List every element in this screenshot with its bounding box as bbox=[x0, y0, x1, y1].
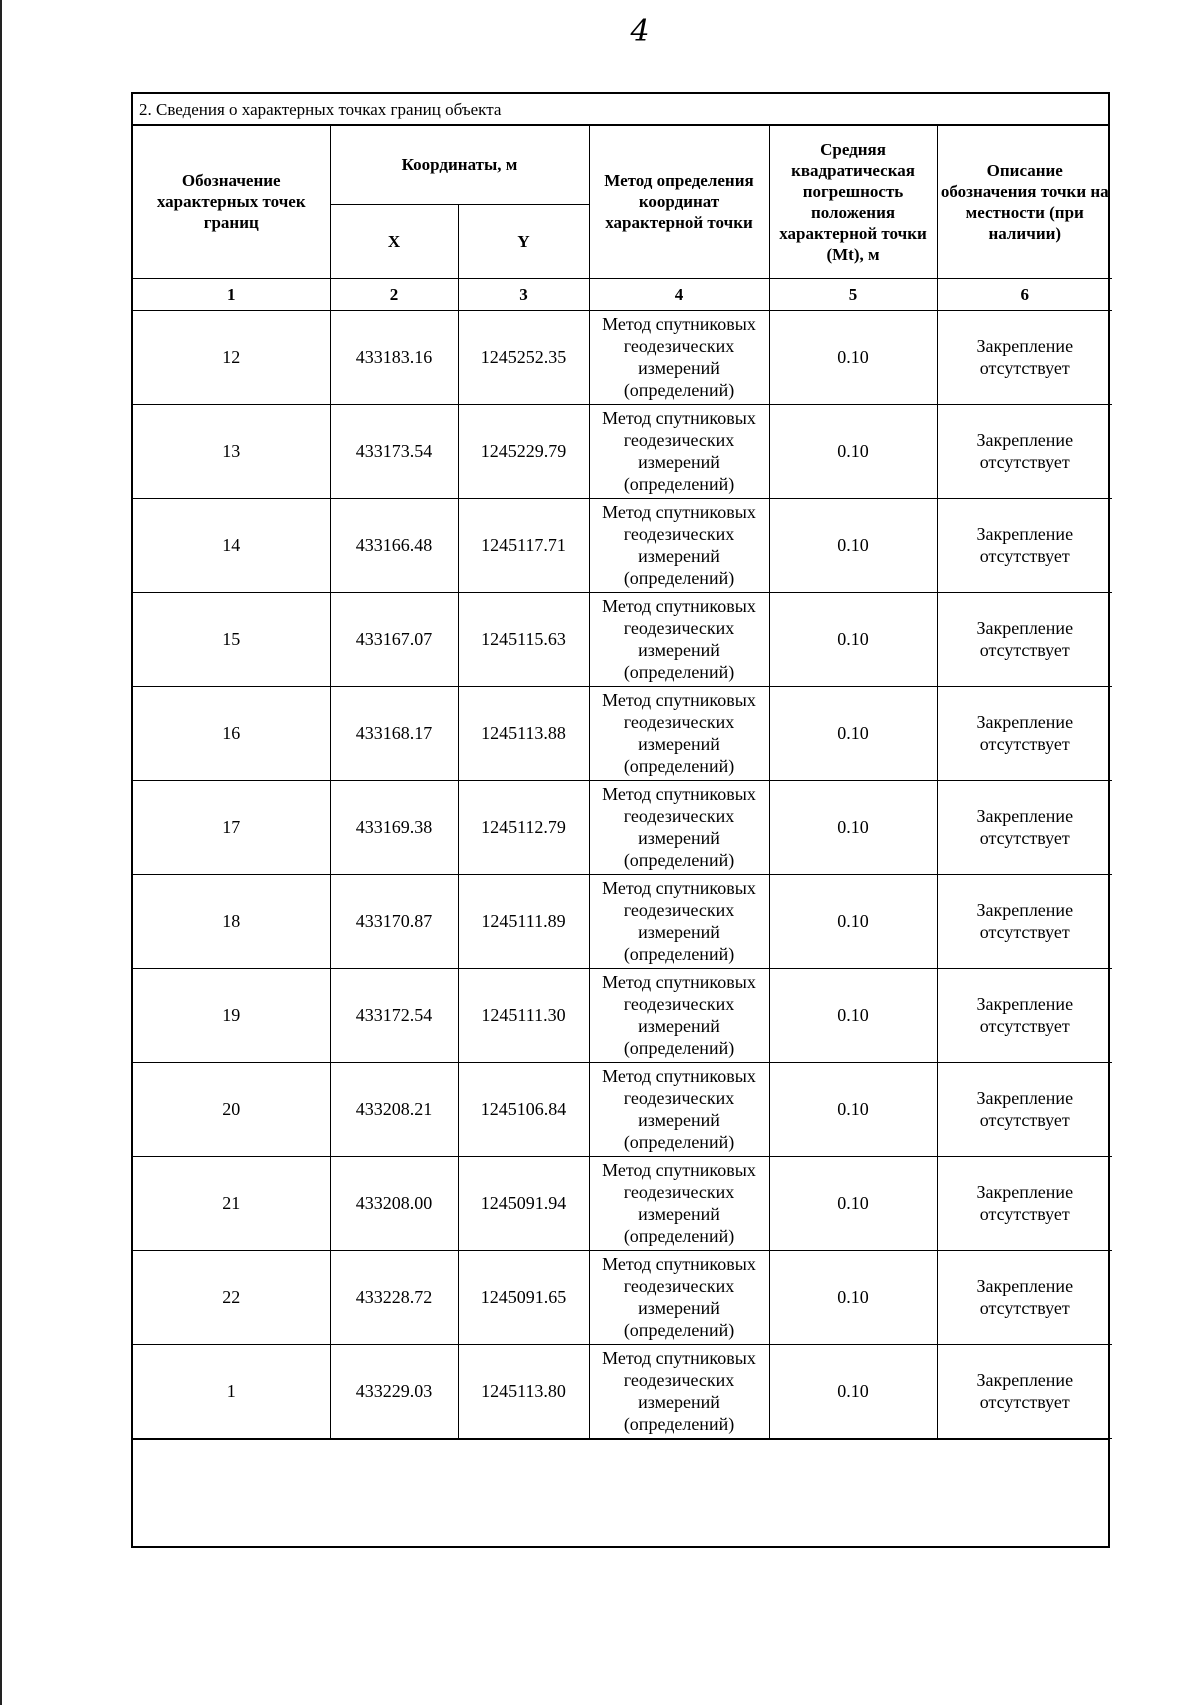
mean-square-error: 0.10 bbox=[769, 1062, 937, 1156]
point-description: Закрепление отсутствует bbox=[937, 404, 1112, 498]
point-number: 12 bbox=[133, 310, 330, 404]
coordinate-x: 433228.72 bbox=[330, 1250, 458, 1344]
point-number: 21 bbox=[133, 1156, 330, 1250]
method: Метод спутниковых геодезических измерений (определений) bbox=[589, 1062, 769, 1156]
table-row bbox=[133, 498, 1112, 592]
coordinate-y: 1245091.94 bbox=[458, 1156, 589, 1250]
mean-square-error: 0.10 bbox=[769, 780, 937, 874]
table-row bbox=[133, 1156, 1112, 1250]
point-number: 15 bbox=[133, 592, 330, 686]
page-number: 4 bbox=[630, 14, 650, 49]
coordinate-x: 433229.03 bbox=[330, 1344, 458, 1438]
coordinate-y: 1245111.30 bbox=[458, 968, 589, 1062]
table-row bbox=[133, 780, 1112, 874]
point-number: 16 bbox=[133, 686, 330, 780]
coordinate-x: 433166.48 bbox=[330, 498, 458, 592]
header-method: Метод определения координат характерной точки bbox=[589, 126, 769, 278]
column-number: 6 bbox=[937, 278, 1112, 310]
table-row bbox=[133, 1062, 1112, 1156]
method: Метод спутниковых геодезических измерений (определений) bbox=[589, 968, 769, 1062]
coordinate-y: 1245111.89 bbox=[458, 874, 589, 968]
header-coordinates: Координаты, м bbox=[330, 126, 589, 204]
method: Метод спутниковых геодезических измерений (определений) bbox=[589, 874, 769, 968]
mean-square-error: 0.10 bbox=[769, 498, 937, 592]
column-number: 2 bbox=[330, 278, 458, 310]
point-description: Закрепление отсутствует bbox=[937, 498, 1112, 592]
point-description: Закрепление отсутствует bbox=[937, 968, 1112, 1062]
point-description: Закрепление отсутствует bbox=[937, 780, 1112, 874]
point-description: Закрепление отсутствует bbox=[937, 686, 1112, 780]
header-y: Y bbox=[458, 204, 589, 278]
header-point-description: Описание обозначения точки на местности (при наличии) bbox=[937, 126, 1112, 278]
method: Метод спутниковых геодезических измерений (определений) bbox=[589, 1250, 769, 1344]
table-row bbox=[133, 310, 1112, 404]
method: Метод спутниковых геодезических измерений (определений) bbox=[589, 404, 769, 498]
point-number: 1 bbox=[133, 1344, 330, 1438]
mean-square-error: 0.10 bbox=[769, 1344, 937, 1438]
table-row bbox=[133, 1250, 1112, 1344]
coordinate-y: 1245106.84 bbox=[458, 1062, 589, 1156]
coordinate-y: 1245115.63 bbox=[458, 592, 589, 686]
table-row bbox=[133, 874, 1112, 968]
mean-square-error: 0.10 bbox=[769, 968, 937, 1062]
mean-square-error: 0.10 bbox=[769, 1156, 937, 1250]
column-number: 3 bbox=[458, 278, 589, 310]
method: Метод спутниковых геодезических измерений (определений) bbox=[589, 1344, 769, 1438]
table-row bbox=[133, 404, 1112, 498]
mean-square-error: 0.10 bbox=[769, 1250, 937, 1344]
column-number: 4 bbox=[589, 278, 769, 310]
header-point-designation: Обозначение характерных точек границ bbox=[133, 126, 330, 278]
method: Метод спутниковых геодезических измерений (определений) bbox=[589, 780, 769, 874]
method: Метод спутниковых геодезических измерений (определений) bbox=[589, 310, 769, 404]
coordinate-x: 433167.07 bbox=[330, 592, 458, 686]
mean-square-error: 0.10 bbox=[769, 404, 937, 498]
coordinate-x: 433170.87 bbox=[330, 874, 458, 968]
coordinate-y: 1245117.71 bbox=[458, 498, 589, 592]
coordinate-y: 1245091.65 bbox=[458, 1250, 589, 1344]
table-row bbox=[133, 686, 1112, 780]
coordinate-x: 433208.21 bbox=[330, 1062, 458, 1156]
coordinate-x: 433172.54 bbox=[330, 968, 458, 1062]
point-number: 17 bbox=[133, 780, 330, 874]
page-left-edge bbox=[0, 0, 2, 1705]
table-footer-blank bbox=[133, 1439, 1108, 1546]
mean-square-error: 0.10 bbox=[769, 686, 937, 780]
table-row bbox=[133, 968, 1112, 1062]
section-title: 2. Сведения о характерных точках границ объекта bbox=[133, 94, 1108, 126]
point-description: Закрепление отсутствует bbox=[937, 1250, 1112, 1344]
point-description: Закрепление отсутствует bbox=[937, 874, 1112, 968]
point-number: 13 bbox=[133, 404, 330, 498]
coordinate-y: 1245229.79 bbox=[458, 404, 589, 498]
method: Метод спутниковых геодезических измерений (определений) bbox=[589, 686, 769, 780]
coordinate-x: 433169.38 bbox=[330, 780, 458, 874]
point-description: Закрепление отсутствует bbox=[937, 1062, 1112, 1156]
coordinate-y: 1245252.35 bbox=[458, 310, 589, 404]
boundary-points-table bbox=[133, 126, 1112, 1439]
coordinate-x: 433183.16 bbox=[330, 310, 458, 404]
point-description: Закрепление отсутствует bbox=[937, 1344, 1112, 1438]
point-number: 20 bbox=[133, 1062, 330, 1156]
point-number: 18 bbox=[133, 874, 330, 968]
coordinate-y: 1245112.79 bbox=[458, 780, 589, 874]
point-description: Закрепление отсутствует bbox=[937, 310, 1112, 404]
header-x: X bbox=[330, 204, 458, 278]
coordinate-x: 433168.17 bbox=[330, 686, 458, 780]
method: Метод спутниковых геодезических измерений (определений) bbox=[589, 592, 769, 686]
table-row bbox=[133, 592, 1112, 686]
mean-square-error: 0.10 bbox=[769, 874, 937, 968]
coordinate-x: 433173.54 bbox=[330, 404, 458, 498]
coordinate-x: 433208.00 bbox=[330, 1156, 458, 1250]
column-number: 5 bbox=[769, 278, 937, 310]
header-mean-square-error: Средняя квадратическая погрешность положения характерной точки (Mt), м bbox=[769, 126, 937, 278]
point-number: 19 bbox=[133, 968, 330, 1062]
method: Метод спутниковых геодезических измерений (определений) bbox=[589, 1156, 769, 1250]
table-row bbox=[133, 1344, 1112, 1438]
mean-square-error: 0.10 bbox=[769, 592, 937, 686]
boundary-points-section bbox=[131, 92, 1110, 1548]
point-number: 22 bbox=[133, 1250, 330, 1344]
mean-square-error: 0.10 bbox=[769, 310, 937, 404]
column-number: 1 bbox=[133, 278, 330, 310]
point-number: 14 bbox=[133, 498, 330, 592]
point-description: Закрепление отсутствует bbox=[937, 1156, 1112, 1250]
coordinate-y: 1245113.80 bbox=[458, 1344, 589, 1438]
column-number-row bbox=[133, 278, 1112, 310]
coordinate-y: 1245113.88 bbox=[458, 686, 589, 780]
point-description: Закрепление отсутствует bbox=[937, 592, 1112, 686]
method: Метод спутниковых геодезических измерений (определений) bbox=[589, 498, 769, 592]
